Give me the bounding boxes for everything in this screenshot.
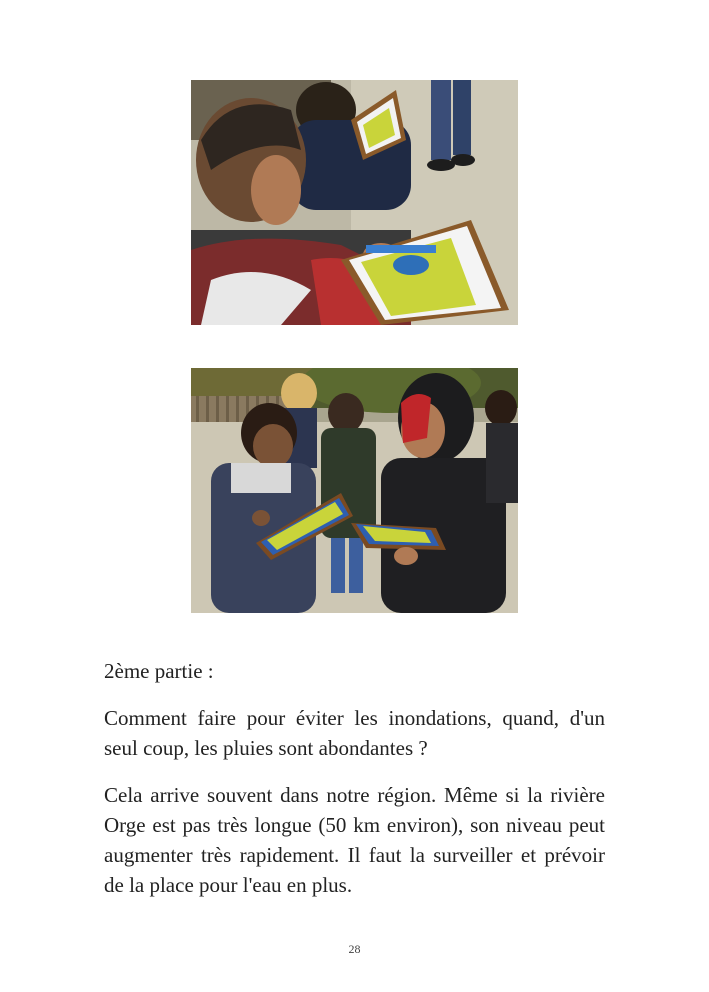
section-heading: 2ème partie : [104, 659, 214, 683]
page-number: 28 [348, 942, 361, 956]
photo-children-reading-map-board [191, 80, 518, 325]
photo-group-children-with-clipboards [191, 368, 518, 613]
question-text: Comment faire pour éviter les inondations, quand, d'un seul coup, les pluies sont abondantes ? [104, 706, 605, 760]
body-paragraph: Cela arrive souvent dans notre région. Même si la rivière Orge est pas très longue (50 km environ), son niveau peut augmenter très rapidement. Il faut la surveiller et prévoir de la place pour l'eau en plus. [104, 783, 605, 897]
